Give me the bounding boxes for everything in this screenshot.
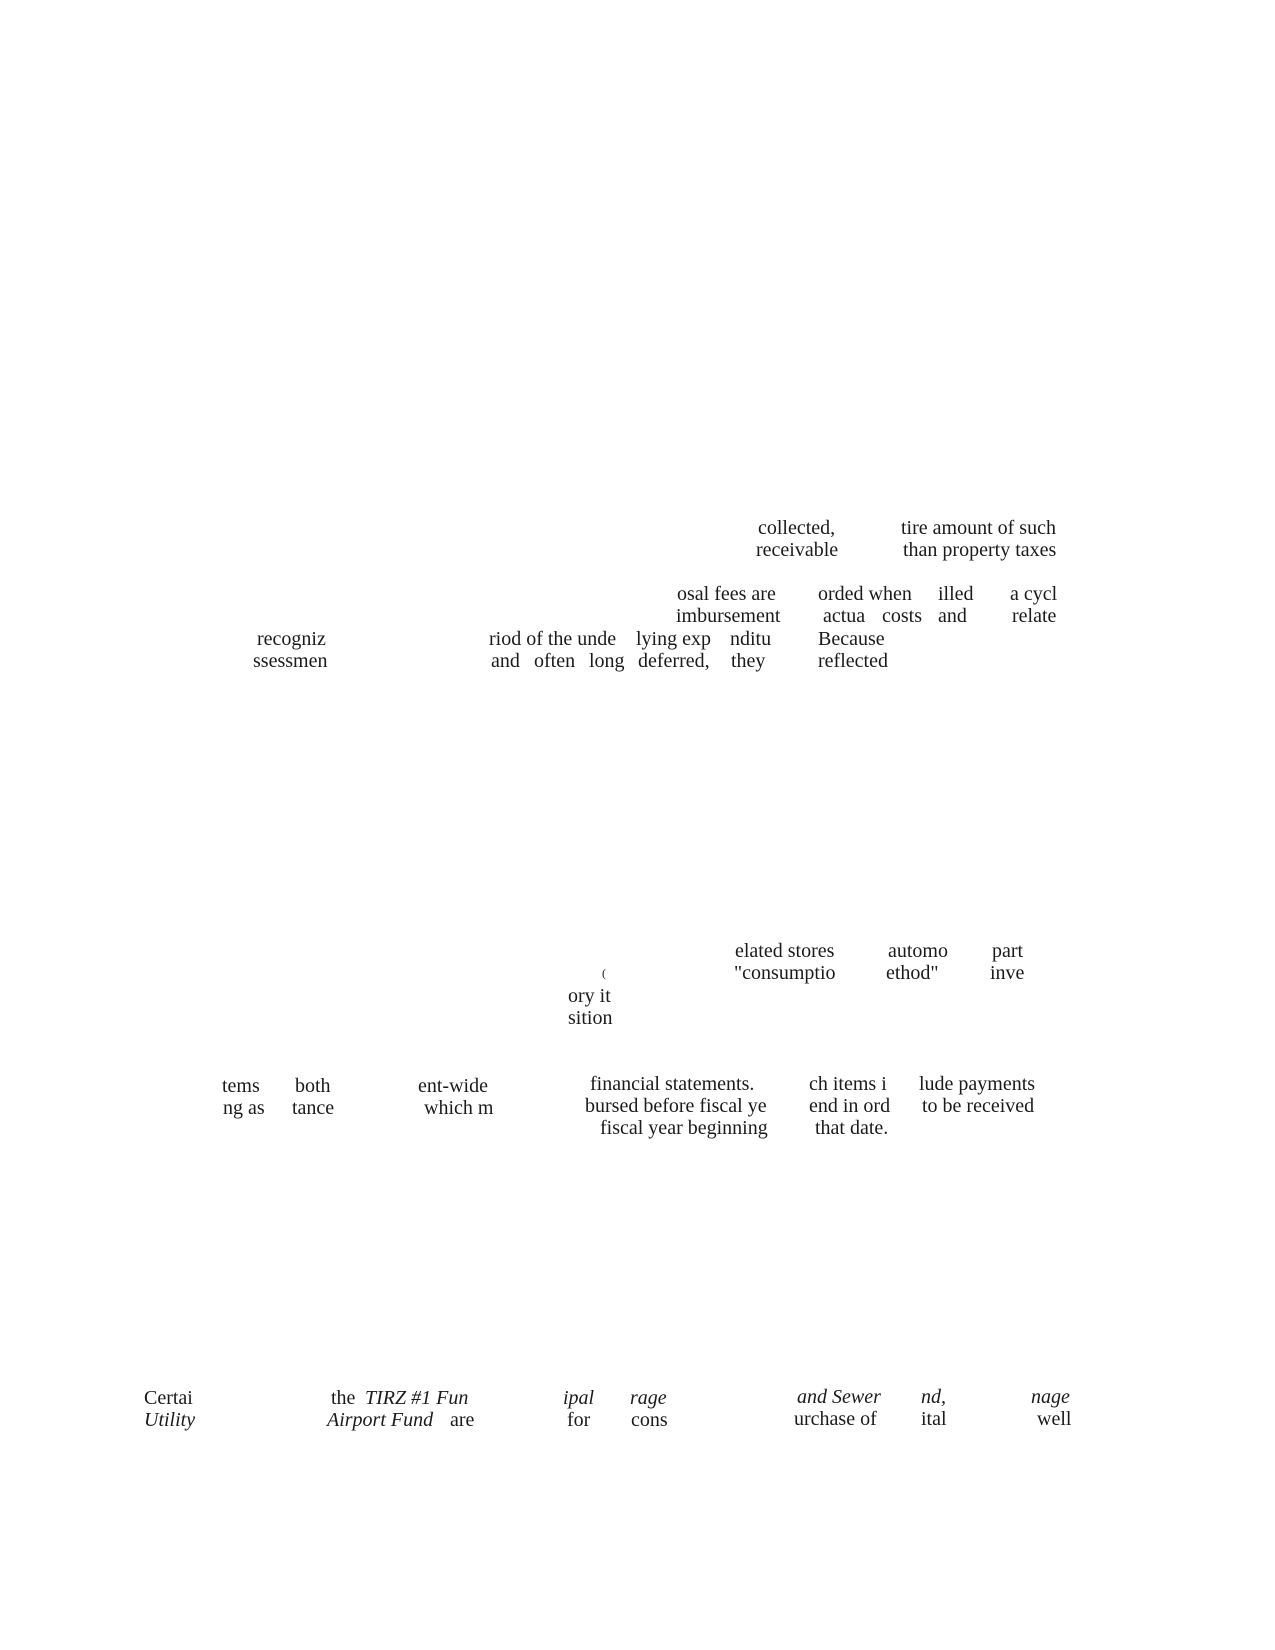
text-fragment: that date. bbox=[815, 1117, 889, 1139]
text-fragment: osal fees are bbox=[677, 583, 776, 605]
text-fragment: to be received bbox=[922, 1095, 1035, 1117]
text-fragment: actua bbox=[823, 605, 866, 627]
text-fragment: "consumptio bbox=[734, 962, 836, 984]
text-fragment: Because bbox=[818, 628, 885, 650]
text-fragment: both bbox=[295, 1075, 331, 1097]
text-fragment: illed bbox=[938, 583, 974, 605]
text-fragment: inve bbox=[990, 962, 1025, 984]
text-fragment: nage bbox=[1031, 1386, 1070, 1408]
text-fragment: ng as bbox=[223, 1097, 265, 1119]
text-fragment: part bbox=[992, 940, 1024, 962]
text-fragment: they bbox=[731, 650, 766, 672]
text-fragment: ent-wide bbox=[418, 1075, 488, 1097]
text-fragment: relate bbox=[1012, 605, 1057, 627]
text-fragment: lude payments bbox=[919, 1073, 1036, 1095]
text-fragment: rage bbox=[630, 1387, 667, 1409]
text-fragment: ( bbox=[602, 966, 606, 980]
text-fragment: and bbox=[491, 650, 520, 672]
text-fragment: fiscal year beginning bbox=[600, 1117, 768, 1139]
text-fragment: ital bbox=[921, 1408, 947, 1430]
text-fragment: for bbox=[567, 1409, 591, 1431]
text-fragment: automo bbox=[888, 940, 948, 962]
text-fragment: the bbox=[331, 1387, 356, 1409]
text-fragment: Certai bbox=[144, 1387, 193, 1409]
text-fragment: recogniz bbox=[257, 628, 326, 650]
text-fragment: ssessmen bbox=[253, 650, 328, 672]
text-fragment: cons bbox=[631, 1409, 668, 1431]
text-fragment: TIRZ #1 Fun bbox=[365, 1387, 469, 1409]
text-fragment: well bbox=[1037, 1408, 1072, 1430]
text-fragment: Airport Fund bbox=[327, 1409, 434, 1431]
text-fragment: nd, bbox=[921, 1386, 946, 1408]
text-fragment: and bbox=[938, 605, 967, 627]
text-fragment: deferred, bbox=[638, 650, 710, 672]
text-fragment: financial statements. bbox=[590, 1073, 755, 1095]
text-fragment: and Sewer bbox=[797, 1386, 881, 1408]
text-fragment: tire amount of such bbox=[901, 517, 1056, 539]
text-fragment: which m bbox=[424, 1097, 494, 1119]
text-fragment: riod of the unde bbox=[489, 628, 617, 650]
text-fragment: reflected bbox=[818, 650, 888, 672]
text-fragment: end in ord bbox=[809, 1095, 891, 1117]
text-fragment: Utility bbox=[144, 1409, 196, 1431]
text-fragment: costs bbox=[882, 605, 922, 627]
text-fragment: collected, bbox=[758, 517, 836, 539]
text-fragment: often bbox=[534, 650, 576, 672]
text-fragment: ethod" bbox=[886, 962, 939, 984]
text-fragment: than property taxes bbox=[903, 539, 1057, 561]
text-fragment: orded when bbox=[818, 583, 912, 605]
text-fragment: tance bbox=[292, 1097, 335, 1119]
text-fragment: receivable bbox=[756, 539, 839, 561]
text-fragment: ory it bbox=[568, 985, 611, 1007]
text-fragment: imbursement bbox=[676, 605, 781, 627]
text-fragment: ipal bbox=[563, 1387, 595, 1409]
text-fragment: a cycl bbox=[1010, 583, 1058, 605]
text-fragment: lying exp bbox=[636, 628, 711, 650]
text-fragment: long bbox=[589, 650, 625, 672]
text-fragment: are bbox=[450, 1409, 475, 1431]
text-fragment: tems bbox=[222, 1075, 260, 1097]
text-fragment: bursed before fiscal ye bbox=[585, 1095, 767, 1117]
text-fragment: elated stores bbox=[735, 940, 835, 962]
text-fragment: sition bbox=[568, 1007, 613, 1029]
text-fragment: urchase of bbox=[794, 1408, 877, 1430]
text-fragment: nditu bbox=[730, 628, 772, 650]
text-fragment: ch items i bbox=[809, 1073, 887, 1095]
